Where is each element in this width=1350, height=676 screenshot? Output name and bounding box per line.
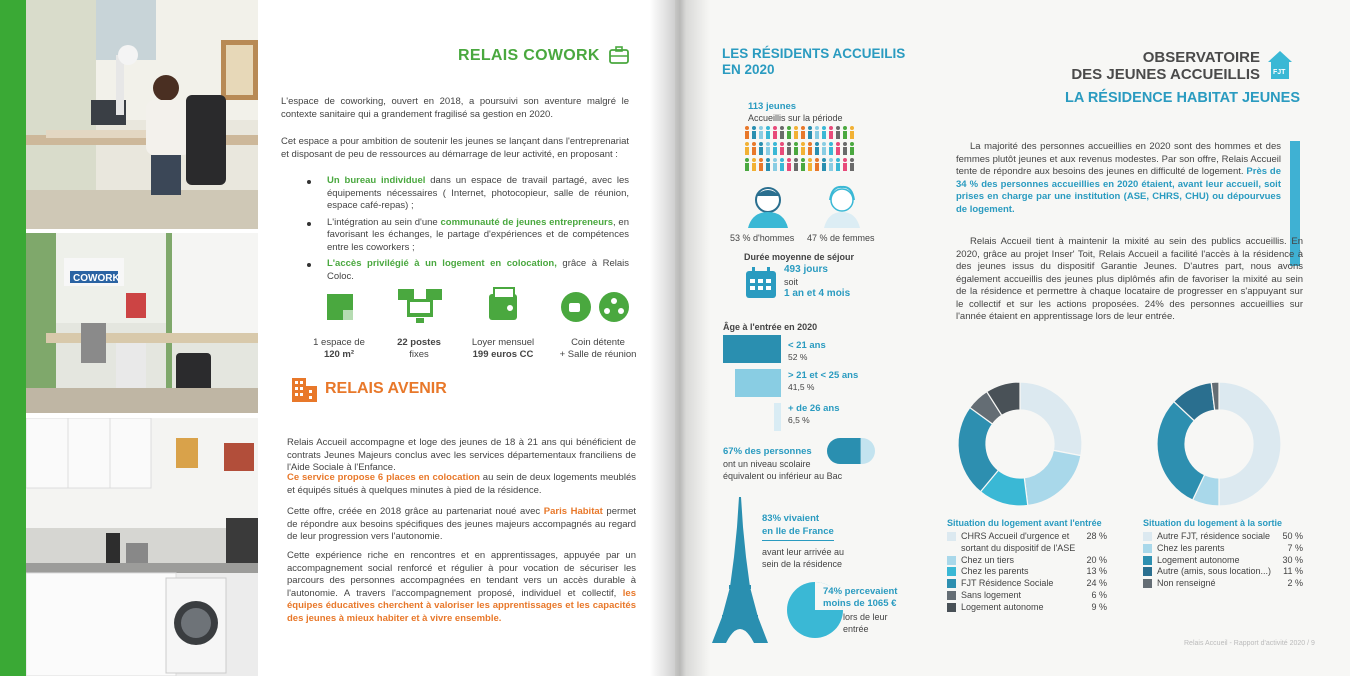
person-figure (829, 147, 833, 155)
person-figure (850, 163, 854, 171)
person-figure (815, 163, 819, 171)
legend-label: Non renseigné (1157, 578, 1216, 589)
person-figure (752, 131, 756, 139)
person-figure (794, 126, 798, 130)
svg-text:COWORK: COWORK (73, 273, 120, 284)
age-pct-2: 6,5 % (788, 415, 810, 425)
person-figure (745, 131, 749, 139)
building-icon (290, 376, 318, 402)
person-figure (843, 147, 847, 155)
person-figure (766, 158, 770, 162)
briefcase-icon (609, 46, 629, 64)
person-figure (773, 131, 777, 139)
chart-before-title: Situation du logement avant l'entrée (947, 518, 1102, 528)
stay-years: 1 an et 4 mois (784, 288, 851, 299)
chart-after-title: Situation du logement à la sortie (1143, 518, 1283, 528)
person-figure (766, 126, 770, 130)
school-rest2: équivalent ou inférieur au Bac (723, 471, 843, 481)
person-figure (745, 126, 749, 130)
person-figure (773, 147, 777, 155)
person-figure (794, 147, 798, 155)
age-label-1: > 21 et < 25 ans (788, 370, 859, 381)
person-figure (780, 131, 784, 139)
person-figure (815, 131, 819, 139)
person-figure (850, 126, 854, 130)
legend-value: 24 % (1086, 578, 1107, 589)
person-figure (780, 147, 784, 155)
woman-avatar-icon (818, 182, 866, 228)
legend-label: Logement autonome (1157, 554, 1240, 565)
coworking-photo (26, 0, 258, 229)
cowork-title: RELAIS COWORK (458, 47, 600, 64)
men-share: 53 % d'hommes (730, 233, 795, 243)
legend-entry (1143, 555, 1303, 567)
list-item: L'intégration au sein d'une communauté de jeunes entrepreneurs, en favorisant les échanges, le partage d'expériences et de compétences entre les coworkers ; (327, 217, 629, 255)
age-pct-1: 41,5 % (788, 382, 815, 392)
person-figure (808, 126, 812, 130)
legend-entry (947, 531, 1107, 555)
page-gutter-shadow (650, 0, 710, 676)
legend-value: 50 % (1282, 531, 1303, 541)
wallet-icon (485, 286, 521, 324)
list-item: Un bureau individuel dans un espace de travail partagé, avec les équipements nécessaires ( Internet, photocopieur, salle de réunion, espace café-repas) ; (327, 175, 629, 213)
donut-chart-before (956, 380, 1084, 508)
person-figure (759, 158, 763, 162)
person-figure (836, 142, 840, 146)
person-figure (843, 142, 847, 146)
legend-value: 2 % (1287, 578, 1303, 589)
person-figure (794, 142, 798, 146)
stat-workstations: 22 postes fixes (397, 337, 441, 360)
person-figure (829, 131, 833, 139)
man-avatar-icon (744, 182, 792, 228)
observatoire-p1: La majorité des personnes accueillies en 2020 sont des hommes et des femmes plutôt jeunes et aux revenus modestes. Par son offre, Relais Accueil tente de répondre aux besoins des jeunes en difficulté de logement. Près de 34 % des personnes accueillies en 2020 étaient, avant leur accueil, soit prises en charge par une institution (ASE, CHRS, CHU) ou dépourvues de logement. (956, 141, 1281, 215)
legend-swatch (1143, 532, 1152, 541)
donut-slice (1020, 382, 1082, 456)
coffee-meeting-icon (560, 290, 630, 324)
person-figure (829, 158, 833, 162)
donut-slice (1219, 382, 1281, 506)
person-figure (815, 142, 819, 146)
person-figure (822, 142, 826, 146)
age-label-2: + de 26 ans (788, 403, 840, 414)
person-figure (773, 163, 777, 171)
person-figure (801, 142, 805, 146)
person-figure (808, 142, 812, 146)
person-figure (808, 131, 812, 139)
legend-label: Autre FJT, résidence sociale (1157, 531, 1271, 541)
green-edge-bar (0, 0, 26, 676)
legend-swatch (947, 556, 956, 565)
person-figure (773, 142, 777, 146)
women-share: 47 % de femmes (807, 233, 875, 243)
person-figure (794, 158, 798, 162)
legend-swatch (1143, 579, 1152, 588)
person-figure (759, 131, 763, 139)
person-figure (780, 163, 784, 171)
person-figure (745, 163, 749, 171)
legend-swatch (947, 579, 956, 588)
person-figure (836, 126, 840, 130)
page-footer: Relais Accueil - Rapport d'activité 2020 / 9 (1184, 640, 1315, 647)
age-label-0: < 21 ans (788, 340, 826, 351)
person-figure (780, 126, 784, 130)
avenir-p2: Ce service propose 6 places en colocation au sein de deux logements meublés et équipés situés à quelques minutes à pied de la résidence. (287, 472, 636, 496)
svg-text:FJT: FJT (1273, 69, 1286, 76)
person-figure (787, 163, 791, 171)
person-figure (843, 158, 847, 162)
person-figure (836, 158, 840, 162)
legend-swatch (1143, 567, 1152, 576)
legend-entry (947, 590, 1107, 602)
person-figure (752, 163, 756, 171)
cowork-offer-list (327, 175, 629, 287)
person-figure (787, 142, 791, 146)
person-figure (829, 163, 833, 171)
person-figure (850, 131, 854, 139)
legend-value: 20 % (1086, 554, 1107, 565)
legend-label: Chez un tiers (961, 554, 1015, 565)
person-figure (794, 163, 798, 171)
person-figure (787, 147, 791, 155)
person-figure (822, 147, 826, 155)
person-figure (780, 142, 784, 146)
person-figure (850, 142, 854, 146)
stat-lounge: Coin détente + Salle de réunion (559, 337, 637, 360)
age-bar (735, 369, 781, 397)
person-figure (836, 147, 840, 155)
avenir-p4: Cette expérience riche en rencontres et en apprentissages, appuyée par un accompagnement social renforcé et régulier à pour vocation de sécuriser les parcours des personnes accompagnées en tendant vers un accès durable à l'autonomie. A travers l'accompagnement proposé, individuel et collectif, les équipes éducatives cherchent à valoriser les apprentissages et les capacités des jeunes à mieux habiter et à vivre ensemble. (287, 550, 636, 624)
school-strong: 67% des personnes (723, 446, 812, 457)
person-figure (752, 142, 756, 146)
legend-value: 11 % (1283, 566, 1303, 577)
stay-soit: soit (784, 277, 799, 287)
person-figure (745, 142, 749, 146)
donut-chart-after (1155, 380, 1283, 508)
stay-title: Durée moyenne de séjour (744, 252, 855, 262)
legend-swatch (1143, 544, 1152, 553)
person-figure (808, 163, 812, 171)
legend-entry (947, 578, 1107, 590)
legend-label: Chez les parents (961, 566, 1029, 577)
person-figure (843, 131, 847, 139)
chart-before-legend (947, 531, 1107, 614)
income-rest2: entrée (843, 624, 869, 634)
monitors-icon (397, 287, 443, 325)
idf-line1: 83% vivaient (762, 513, 820, 524)
person-figure (766, 142, 770, 146)
legend-value: 28 % (1086, 531, 1107, 541)
person-figure (808, 147, 812, 155)
legend-swatch (1143, 556, 1152, 565)
school-rest1: ont un niveau scolaire (723, 459, 811, 469)
fjt-house-icon (1267, 50, 1293, 80)
age-pct-0: 52 % (788, 352, 808, 362)
legend-value: 6 % (1091, 589, 1107, 600)
person-figure (794, 131, 798, 139)
person-figure (801, 131, 805, 139)
legend-value: 30 % (1282, 554, 1303, 565)
legend-label: CHRS Accueil d'urgence et sortant du dispositif de l'ASE (961, 531, 1076, 553)
person-figure (759, 126, 763, 130)
person-figure (759, 163, 763, 171)
person-figure (836, 163, 840, 171)
square-icon (325, 292, 355, 322)
donut-slice (1024, 450, 1081, 505)
person-figure (829, 142, 833, 146)
legend-value: 9 % (1091, 601, 1107, 612)
person-figure (766, 131, 770, 139)
person-figure (773, 158, 777, 162)
residents-count-sub: Accueillis sur la période (748, 113, 843, 123)
legend-entry (947, 555, 1107, 567)
avenir-p3: Cette offre, créée en 2018 grâce au partenariat noué avec Paris Habitat permet de répondre aux besoins spécifiques des jeunes majeurs accompagnés au regard de leur progression vers l'autonomie. (287, 506, 636, 542)
person-figure (752, 158, 756, 162)
person-figure (801, 147, 805, 155)
person-figure (745, 158, 749, 162)
observatoire-title: OBSERVATOIRE DES JEUNES ACCUEILLIS (1071, 49, 1260, 83)
legend-entry (1143, 578, 1303, 590)
person-figure (759, 142, 763, 146)
person-figure (836, 131, 840, 139)
idf-rest2: sein de la résidence (762, 559, 843, 569)
person-figure (766, 147, 770, 155)
legend-value: 13 % (1086, 566, 1107, 577)
legend-label: Autre (amis, sous location...) (1157, 566, 1272, 577)
person-figure (843, 163, 847, 171)
person-figure (808, 158, 812, 162)
eiffel-tower-icon (710, 497, 770, 643)
residents-title: LES RÉSIDENTS ACCUEILIS EN 2020 (722, 46, 906, 77)
cowork-para2: Cet espace a pour ambition de soutenir les jeunes se lançant dans l'entreprenariat et disposant de peu de ressources au démarrage de leur activité, en proposant : (281, 136, 629, 160)
legend-label: Sans logement (961, 589, 1022, 600)
legend-swatch (947, 567, 956, 576)
legend-entry (1143, 543, 1303, 555)
age-bar (774, 403, 781, 431)
person-figure (815, 126, 819, 130)
income-line1: 74% percevaient (823, 586, 898, 597)
legend-label: Chez les parents (1157, 542, 1225, 553)
person-figure (752, 147, 756, 155)
person-figure (752, 126, 756, 130)
cowork-room-photo (26, 233, 258, 413)
person-figure (815, 158, 819, 162)
stat-space: 1 espace de 120 m² (313, 337, 365, 360)
person-figure (815, 147, 819, 155)
person-figure (745, 147, 749, 155)
person-figure (843, 126, 847, 130)
person-figure (822, 126, 826, 130)
person-figure (787, 131, 791, 139)
legend-entry (1143, 566, 1303, 578)
chart-after-legend (1143, 531, 1303, 590)
list-item: L'accès privilégié à un logement en colocation, grâce à Relais Coloc. (327, 258, 629, 283)
kitchen-photo (26, 418, 258, 676)
legend-label: FJT Résidence Sociale (961, 578, 1054, 589)
observatoire-p2: Relais Accueil tient à maintenir la mixité au sein des publics accueillis. En 2020, grâce au projet Inser' Toit, Relais Accueil a facilité l'accès à la résidence à des jeunes issus du dispositif Garantie Jeunes. D'autres part, nous avons également accueillis des jeunes plus diplômés afin de favoriser la mixité au sein de la résidence et permettre à chaque locataire de progresser en s'appuyant sur le collectif et sur les actions proposées. 24% des personnes accueillies sur l'année étaient en apprentissage lors de leur entrée. (956, 236, 1303, 322)
cowork-intro: L'espace de coworking, ouvert en 2018, a poursuivi son aventure malgré le contexte sanitaire qui a grandement fragilisé sa gestion en 2020. (281, 96, 629, 120)
person-figure (801, 158, 805, 162)
legend-swatch (947, 591, 956, 600)
legend-swatch (947, 603, 956, 612)
person-figure (801, 126, 805, 130)
observatoire-subtitle: LA RÉSIDENCE HABITAT JEUNES (1065, 90, 1300, 106)
legend-swatch (947, 532, 956, 541)
avenir-p1: Relais Accueil accompagne et loge des jeunes de 18 à 21 ans qui bénéficient de contrats Jeunes Majeurs conclus avec les services départementaux franciliens de l'Aide Sociale à l'Enfance. (287, 437, 636, 473)
legend-entry (947, 566, 1107, 578)
age-bar (723, 335, 781, 363)
residents-count: 113 jeunes (748, 101, 797, 112)
stay-days: 493 jours (784, 264, 828, 275)
legend-value: 7 % (1287, 542, 1303, 553)
person-figure (773, 126, 777, 130)
pill-shape-icon (826, 437, 876, 465)
person-figure (822, 163, 826, 171)
person-figure (766, 163, 770, 171)
person-figure (780, 158, 784, 162)
person-figure (850, 158, 854, 162)
idf-rest1: avant leur arrivée au (762, 547, 845, 557)
person-figure (787, 126, 791, 130)
person-figure (829, 126, 833, 130)
legend-entry (947, 602, 1107, 614)
avenir-title: RELAIS AVENIR (325, 380, 447, 397)
people-grid-icon (744, 124, 856, 174)
income-line2: moins de 1065 € (823, 598, 897, 609)
person-figure (822, 131, 826, 139)
person-figure (759, 147, 763, 155)
person-figure (850, 147, 854, 155)
stat-rent: Loyer mensuel 199 euros CC (471, 337, 535, 360)
age-title: Âge à l'entrée en 2020 (723, 322, 818, 332)
idf-line2: en Ile de France (762, 526, 834, 541)
legend-entry (1143, 531, 1303, 543)
income-rest1: lors de leur (843, 612, 888, 622)
calendar-icon (745, 267, 777, 299)
legend-label: Logement autonome (961, 601, 1044, 612)
person-figure (801, 163, 805, 171)
person-figure (822, 158, 826, 162)
person-figure (787, 158, 791, 162)
